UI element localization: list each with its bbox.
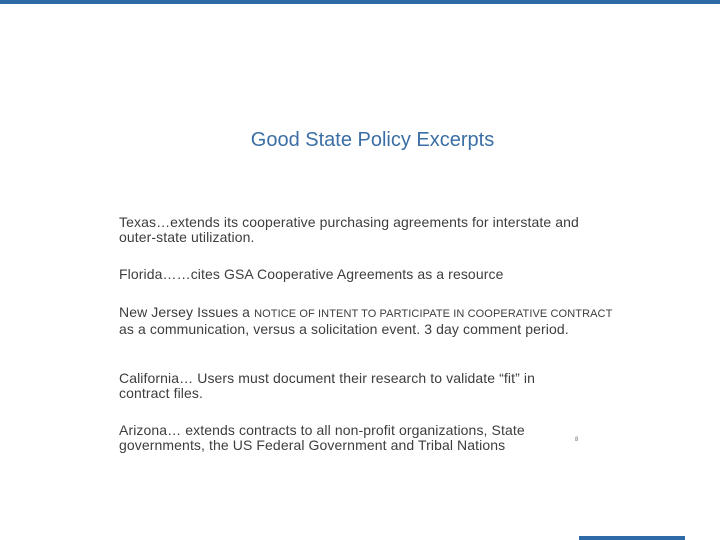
policy-item-california: California… Users must document their research to validate “fit” in contract files. xyxy=(119,370,535,401)
new-jersey-description: as a communication, versus a solicitation event. 3 day comment period. xyxy=(119,321,569,337)
policy-item-arizona: Arizona… extends contracts to all non-profit organizations, State governments, the US Federal Government and Tribal Nations xyxy=(119,422,525,453)
slide-title: Good State Policy Excerpts xyxy=(250,129,495,151)
policy-item-new-jersey xyxy=(119,305,619,337)
policy-item-texas: Texas…extends its cooperative purchasing agreements for interstate and outer-state utilization. xyxy=(119,214,579,245)
top-accent-bar xyxy=(0,0,720,4)
policy-item-florida: Florida……cites GSA Cooperative Agreements as a resource xyxy=(119,266,504,282)
bottom-accent-bar xyxy=(579,536,685,540)
new-jersey-intro: New Jersey Issues a xyxy=(119,304,255,320)
new-jersey-notice-name: NOTICE OF INTENT TO PARTICIPATE IN COOPERATIVE CONTRACT xyxy=(254,308,613,320)
slide-page-number: 8 xyxy=(575,437,579,443)
